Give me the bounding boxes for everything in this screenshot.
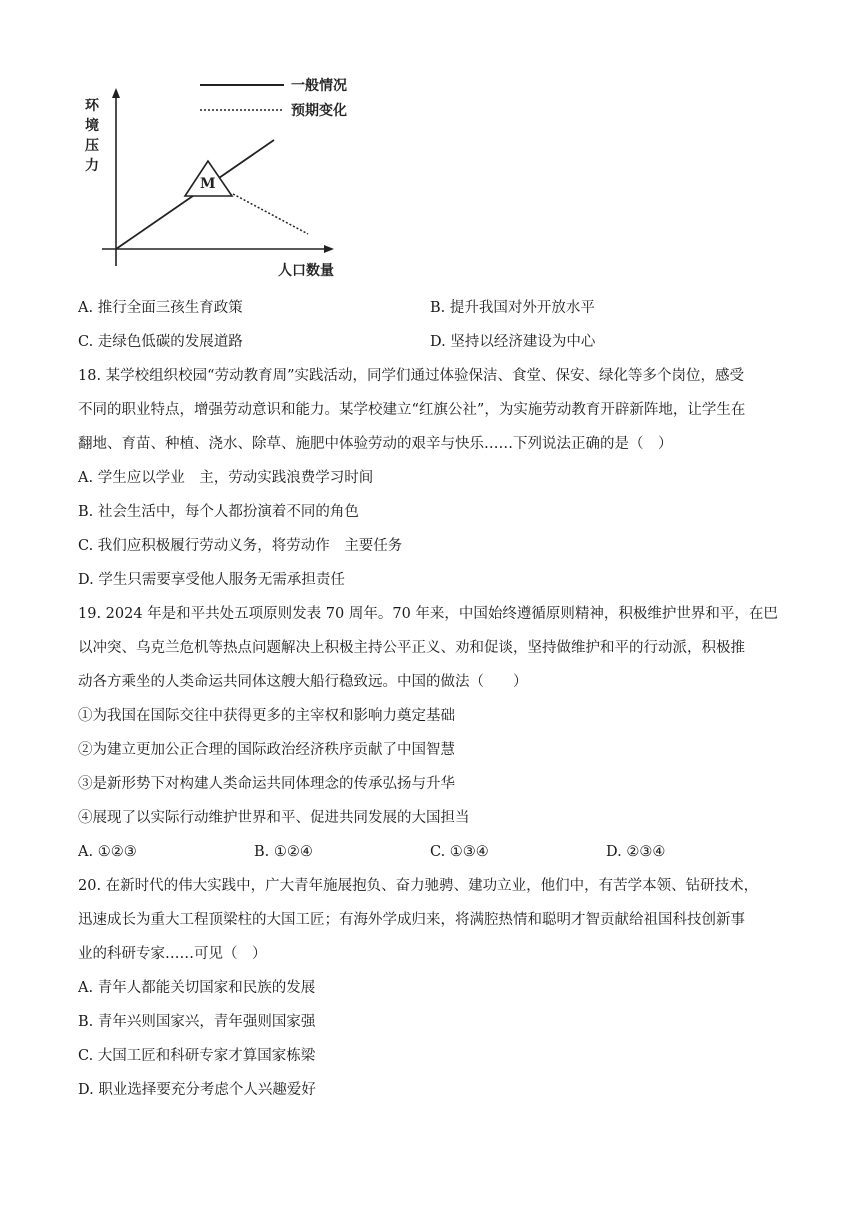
q19-statement-4: ④展现了以实际行动维护世界和平、促进共同发展的大国担当 [78, 810, 470, 826]
q17-option-b: B. 提升我国对外开放水平 [430, 300, 595, 316]
q20-stem-line: 业的科研专家……可见（ ） [78, 946, 267, 962]
q18-stem-line: 18. 某学校组织校园“劳动教育周”实践活动，同学们通过体验保洁、食堂、保安、绿化等多个岗位，感受 [78, 368, 744, 384]
q20-option-d: D. 职业选择要充分考虑个人兴趣爱好 [78, 1082, 316, 1098]
q20-option-a: A. 青年人都能关切国家和民族的发展 [78, 980, 316, 996]
expected-change-line [233, 194, 308, 234]
q20-stem-line: 迅速成长为重大工程顶梁柱的大国工匠；有海外学成归来，将满腔热情和聪明才智贡献给祖国科技创新事 [78, 912, 745, 928]
q19-option-d: D. ②③④ [606, 844, 666, 860]
q19-option-c: C. ①③④ [430, 844, 489, 860]
y-axis-label-char: 压 [85, 138, 99, 154]
q20-option-b: B. 青年兴则国家兴，青年强则国家强 [78, 1014, 316, 1030]
q20-stem-line: 20. 在新时代的伟大实践中，广大青年施展抱负、奋力驰骋、建功立业，他们中，有苦学本领、钻研技术， [78, 878, 759, 894]
legend-solid-label: 一般情况 [291, 78, 347, 94]
y-axis-arrow-icon [112, 88, 120, 98]
q18-option-c: C. 我们应积极履行劳动义务，将劳动作 主要任务 [78, 538, 403, 554]
q18-stem-line: 翻地、育苗、种植、浇水、除草、施肥中体验劳动的艰辛与快乐……下列说法正确的是（ ） [78, 436, 673, 452]
q18-option-d: D. 学生只需要享受他人服务无需承担责任 [78, 572, 345, 588]
q17-option-c: C. 走绿色低碳的发展道路 [78, 334, 243, 350]
q17-option-a: A. 推行全面三孩生育政策 [78, 300, 243, 316]
q18-stem-line: 不同的职业特点，增强劳动意识和能力。某学校建立“红旗公社”，为实施劳动教育开辟新阵地，让学生在 [78, 402, 746, 418]
y-axis-label-char: 力 [85, 158, 99, 174]
q19-statement-1: ①为我国在国际交往中获得更多的主宰权和影响力奠定基础 [78, 708, 455, 724]
q18-option-a: A. 学生应以学业 主，劳动实践浪费学习时间 [78, 470, 374, 486]
marker-label: M [200, 176, 216, 192]
environment-pressure-diagram [78, 72, 378, 282]
diagram-svg [78, 72, 378, 282]
q19-option-a: A. ①②③ [78, 844, 137, 860]
q19-stem-line: 动各方乘坐的人类命运共同体这艘大船行稳致远。中国的做法（ ） [78, 674, 528, 690]
x-axis-label: 人口数量 [278, 263, 334, 279]
q19-option-b: B. ①②④ [254, 844, 313, 860]
q18-option-b: B. 社会生活中，每个人都扮演着不同的角色 [78, 504, 359, 520]
x-axis-arrow-icon [324, 245, 334, 253]
legend-dotted-label: 预期变化 [291, 103, 347, 119]
q19-statement-2: ②为建立更加公正合理的国际政治经济秩序贡献了中国智慧 [78, 742, 455, 758]
q20-option-c: C. 大国工匠和科研专家才算国家栋梁 [78, 1048, 316, 1064]
q19-stem-line: 以冲突、乌克兰危机等热点问题解决上积极主持公平正义、劝和促谈，坚持做维护和平的行动派，积极推 [78, 640, 745, 656]
q19-statement-3: ③是新形势下对构建人类命运共同体理念的传承弘扬与升华 [78, 776, 455, 792]
q17-option-d: D. 坚持以经济建设为中心 [430, 334, 596, 350]
q19-stem-line: 19. 2024 年是和平共处五项原则发表 70 周年。70 年来，中国始终遵循原则精神，积极维护世界和平，在巴 [78, 606, 778, 622]
y-axis-label-char: 环 [85, 98, 99, 114]
y-axis-label-char: 境 [85, 118, 99, 134]
